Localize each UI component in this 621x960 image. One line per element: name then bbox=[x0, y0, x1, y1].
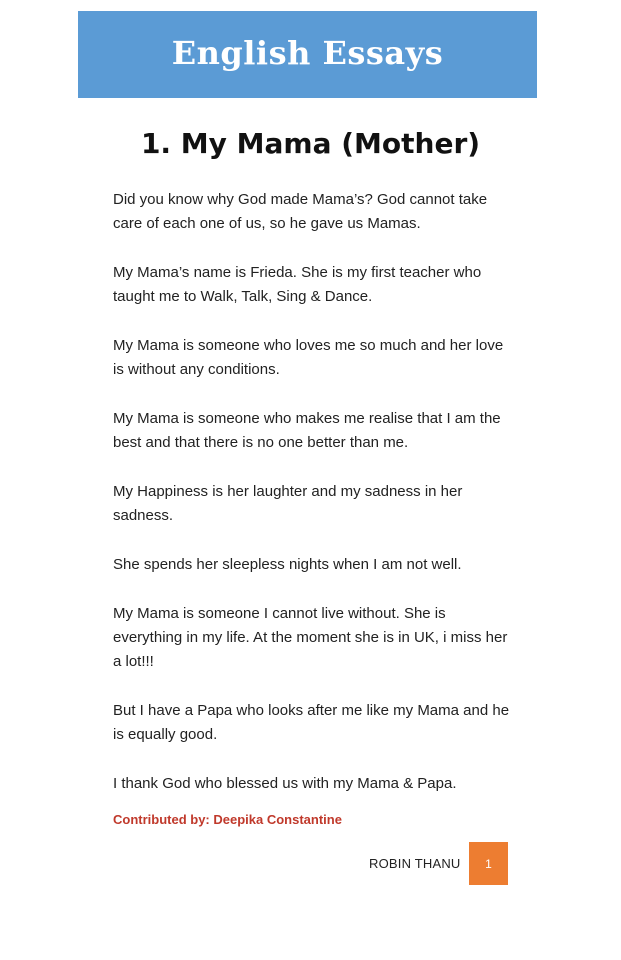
paragraph: Did you know why God made Mama’s? God cannot take care of each one of us, so he gave us Mamas. bbox=[113, 191, 488, 232]
page-number: 1 bbox=[485, 856, 492, 871]
footer-author: ROBIN THANU bbox=[369, 856, 461, 871]
paragraph: But I have a Papa who looks after me like my Mama and he is equally good. bbox=[113, 702, 510, 743]
paragraph: She spends her sleepless nights when I am not well. bbox=[113, 556, 462, 573]
paragraph: My Happiness is her laughter and my sadness in her sadness. bbox=[113, 483, 463, 524]
paragraph: My Mama is someone I cannot live without. She is everything in my life. At the moment she is in UK, i miss her a lot!!! bbox=[113, 605, 508, 670]
paragraph: My Mama’s name is Frieda. She is my first teacher who taught me to Walk, Talk, Sing & Dance. bbox=[113, 264, 482, 305]
header-banner bbox=[78, 11, 537, 98]
essay-body bbox=[113, 188, 513, 821]
page-number-box bbox=[469, 842, 508, 885]
paragraph: My Mama is someone who makes me realise that I am the best and that there is no one better than me. bbox=[113, 410, 501, 451]
banner-title: English Essays bbox=[171, 33, 444, 72]
contributor-credit: Contributed by: Deepika Constantine bbox=[113, 812, 342, 827]
paragraph: My Mama is someone who loves me so much and her love is without any conditions. bbox=[113, 337, 504, 378]
essay-title: 1. My Mama (Mother) bbox=[140, 127, 481, 160]
paragraph: I thank God who blessed us with my Mama & Papa. bbox=[113, 775, 457, 792]
